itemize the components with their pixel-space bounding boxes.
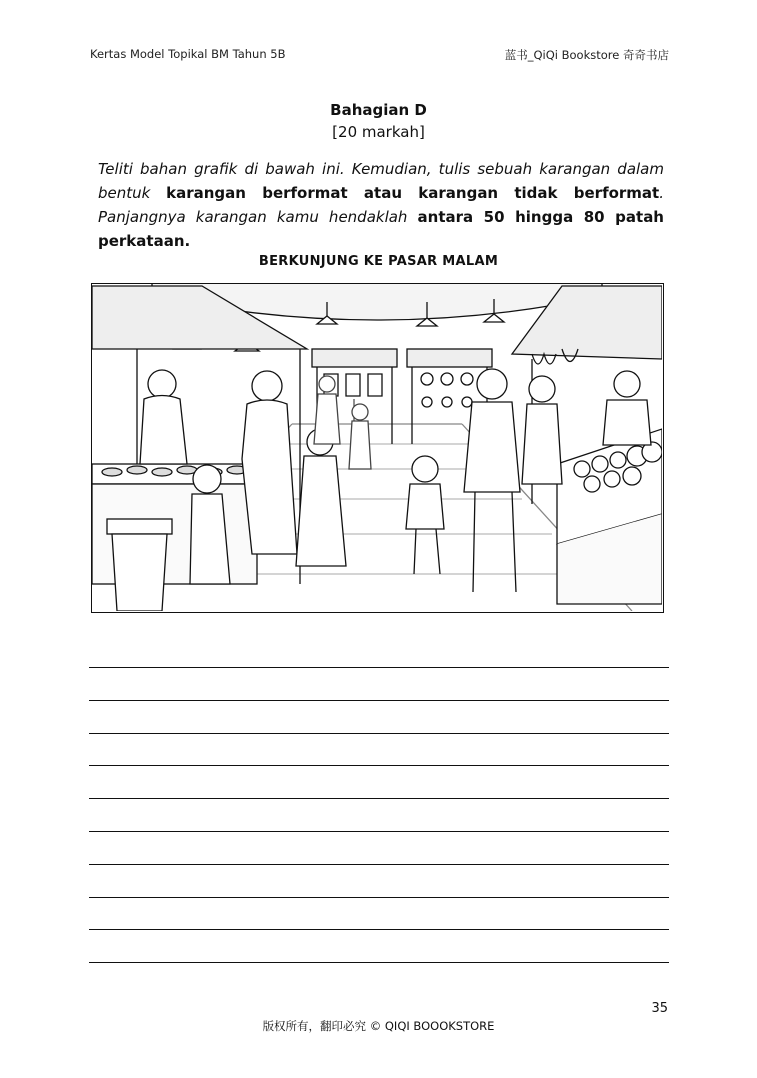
instruction-bold-1: karangan berformat atau karangan tidak berformat: [166, 184, 660, 202]
answer-line[interactable]: [89, 831, 669, 864]
answer-line[interactable]: [89, 667, 669, 700]
header-publisher: 蓝书_QiQi Bookstore 奇奇书店: [504, 48, 669, 62]
father: [464, 369, 520, 592]
section-marks: [20 markah]: [332, 123, 425, 141]
answer-line[interactable]: [89, 864, 669, 897]
instruction-bold-2: antara 50 hingga 80 patah perkataan: [98, 208, 664, 250]
answer-line[interactable]: [89, 897, 669, 930]
girl-holding-hand: [296, 429, 346, 566]
instruction-text-2: . Panjangnya karangan kamu hendaklah: [98, 184, 665, 226]
answer-line[interactable]: [89, 733, 669, 766]
vendor-woman: [140, 370, 187, 464]
fruit-customer: [522, 376, 562, 484]
copyright-footer: 版权所有，翻印必究 © QIQI BOOOKSTORE: [262, 1019, 495, 1033]
mother: [242, 371, 297, 554]
instructions: [98, 157, 664, 253]
boy: [406, 456, 444, 574]
section-title: Bahagian D: [330, 101, 427, 119]
answer-line[interactable]: [89, 929, 669, 962]
answer-line[interactable]: [89, 700, 669, 733]
header-book-title: Kertas Model Topikal BM Tahun 5B: [90, 47, 286, 61]
answer-line[interactable]: [89, 798, 669, 831]
instruction-text-1: Teliti bahan grafik di bawah ini. Kemudian, tulis sebuah karangan dalam bentuk: [98, 160, 664, 202]
answer-lines: [89, 667, 669, 963]
answer-line[interactable]: [89, 962, 669, 963]
trash-bin: [107, 519, 172, 611]
picture-title: BERKUNJUNG KE PASAR MALAM: [258, 254, 499, 269]
fruit-vendor: [603, 371, 651, 445]
answer-line[interactable]: [89, 765, 669, 798]
instruction-text-3: .: [184, 232, 191, 250]
page-number: 35: [651, 1001, 668, 1016]
night-market-illustration: [91, 283, 664, 613]
